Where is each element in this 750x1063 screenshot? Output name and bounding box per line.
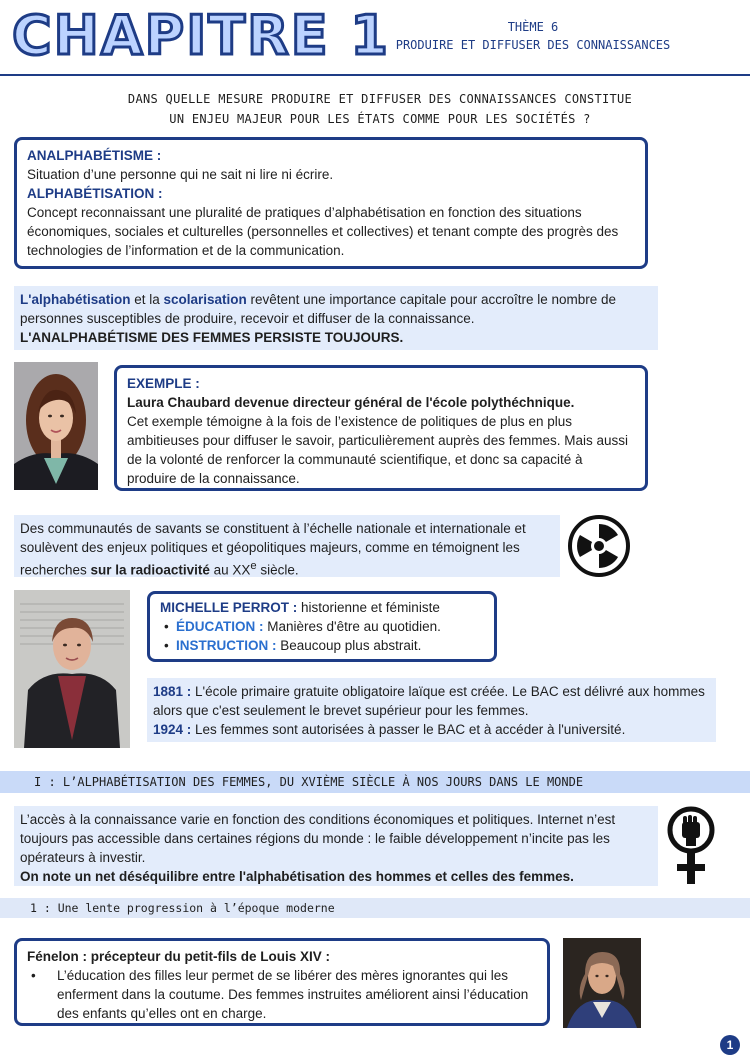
chapter-number: 1 xyxy=(350,4,390,67)
example-box xyxy=(114,365,648,491)
feminist-fist-icon xyxy=(665,806,717,886)
kw-scolarisation: scolarisation xyxy=(163,292,247,307)
importance-band xyxy=(14,286,658,350)
access-text: L’accès à la connaissance varie en fonction des conditions économiques et politiques. Internet n’est toujours pas accessible dans certaines régions du monde : le faible développement n’incite pas les opérateurs à investir. xyxy=(20,812,616,865)
year-1881: 1881 : xyxy=(153,684,192,699)
chapter-word: CHAPITRE xyxy=(12,4,330,67)
section-heading-1: I : L’ALPHABÉTISATION DES FEMMES, DU XVIÈME SIÈCLE À NOS JOURS DANS LE MONDE xyxy=(0,771,750,793)
savants-century-sup: e xyxy=(250,560,257,572)
dates-band xyxy=(147,678,716,742)
kw-radioactivite: sur la radioactivité xyxy=(90,562,210,578)
question-line-1: DANS QUELLE MESURE PRODUIRE ET DIFFUSER DES CONNAISSANCES CONSTITUE xyxy=(127,92,633,106)
perrot-list xyxy=(160,617,484,655)
painting-portrait xyxy=(563,938,641,1028)
dates-text-1881: L'école primaire gratuite obligatoire laïque est créée. Le BAC est délivré aux hommes alors que c'est seulement le brevet supérieur pour les femmes. xyxy=(153,684,705,718)
example-text: Cet exemple témoigne à la fois de l’existence de politiques de plus en plus ambitieuses pour diffuser le savoir, particulièrement auprès des femmes. Mais aussi de la volonté de renforcer la communauté scientifique, et donc sa capacité à produire de la connaissance. xyxy=(127,414,628,486)
kw-alphabetisation: L'alphabétisation xyxy=(20,292,131,307)
example-headline: Laura Chaubard devenue directeur général de l'école polythéchnique. xyxy=(127,395,575,410)
radioactive-icon xyxy=(567,514,631,578)
access-emphasis: On note un net déséquilibre entre l'alphabétisation des hommes et celles des femmes. xyxy=(20,869,574,884)
theme-title: PRODUIRE ET DIFFUSER DES CONNAISSANCES xyxy=(395,38,671,52)
access-band xyxy=(14,806,658,886)
savants-text-3: siècle. xyxy=(256,562,299,578)
theme-heading xyxy=(368,18,698,54)
photo-laura-chaubard xyxy=(14,362,98,490)
def-instruction: Beaucoup plus abstrait. xyxy=(276,638,422,653)
example-label: EXEMPLE : xyxy=(127,376,200,391)
dates-text-1924: Les femmes sont autorisées à passer le BAC et à accéder à l'université. xyxy=(191,722,626,737)
header-divider xyxy=(0,74,750,76)
def-analphabetisme: Situation d’une personne qui ne sait ni lire ni écrire. xyxy=(27,167,334,182)
fenelon-box xyxy=(14,938,550,1026)
portrait-woman-2 xyxy=(14,590,130,748)
importance-emphasis: L'ANALPHABÉTISME DES FEMMES PERSISTE TOUJOURS. xyxy=(20,330,404,345)
importance-text-1: et la xyxy=(130,292,164,307)
fenelon-title: Fénelon : précepteur du petit-fils de Louis XIV : xyxy=(27,949,331,964)
photo-michelle-perrot xyxy=(14,590,130,748)
perrot-name: MICHELLE PERROT : xyxy=(160,600,298,615)
term-alphabetisation: ALPHABÉTISATION : xyxy=(27,186,163,201)
definitions-box xyxy=(14,137,648,269)
list-item: • L’éducation des filles leur permet de se libérer des mères ignorantes qui les enferment dans la coutume. Des femmes instruites améliorent ainsi l’éducation des enfants qu’elles ont en charge. xyxy=(27,966,537,1023)
importance-text-2: revêtent une importance capitale pour accroître le nombre de personnes susceptibles de produire, recevoir et diffuser de la connaissance. xyxy=(20,292,617,326)
fenelon-list xyxy=(27,966,537,1023)
list-item xyxy=(160,617,484,636)
year-1924: 1924 : xyxy=(153,722,192,737)
perrot-role: historienne et féministe xyxy=(297,600,440,615)
perrot-box xyxy=(147,591,497,662)
savants-band xyxy=(14,515,560,577)
term-instruction: INSTRUCTION : xyxy=(176,638,277,653)
problem-question xyxy=(60,89,700,129)
term-analphabetisme: ANALPHABÉTISME : xyxy=(27,148,162,163)
savants-text-2: au XX xyxy=(209,562,251,578)
list-item xyxy=(160,636,484,655)
def-alphabetisation: Concept reconnaissant une pluralité de pratiques d’alphabétisation en fonction des situations économiques, sociales et culturelles (personnelles et collectives) et tenant compte des progrès des technologies de l’information et de la communication. xyxy=(27,205,619,258)
perrot-heading xyxy=(160,598,484,617)
term-education: ÉDUCATION : xyxy=(176,619,264,634)
theme-label: THÈME 6 xyxy=(507,20,559,34)
question-line-2: UN ENJEU MAJEUR POUR LES ÉTATS COMME POUR LES SOCIÉTÉS ? xyxy=(169,112,591,126)
savants-text-1: Des communautés de savants se constituent à l’échelle nationale et internationale et soulèvent des enjeux politiques et géopolitiques majeurs, comme en témoignent les recherches xyxy=(20,521,526,578)
def-education: Manières d'être au quotidien. xyxy=(263,619,441,634)
page-number: 1 xyxy=(720,1035,740,1055)
chapter-title xyxy=(12,4,390,67)
subsection-heading-1: 1 : Une lente progression à l’époque moderne xyxy=(0,898,750,918)
portrait-fenelon xyxy=(563,938,641,1028)
portrait-woman-1 xyxy=(14,362,98,490)
